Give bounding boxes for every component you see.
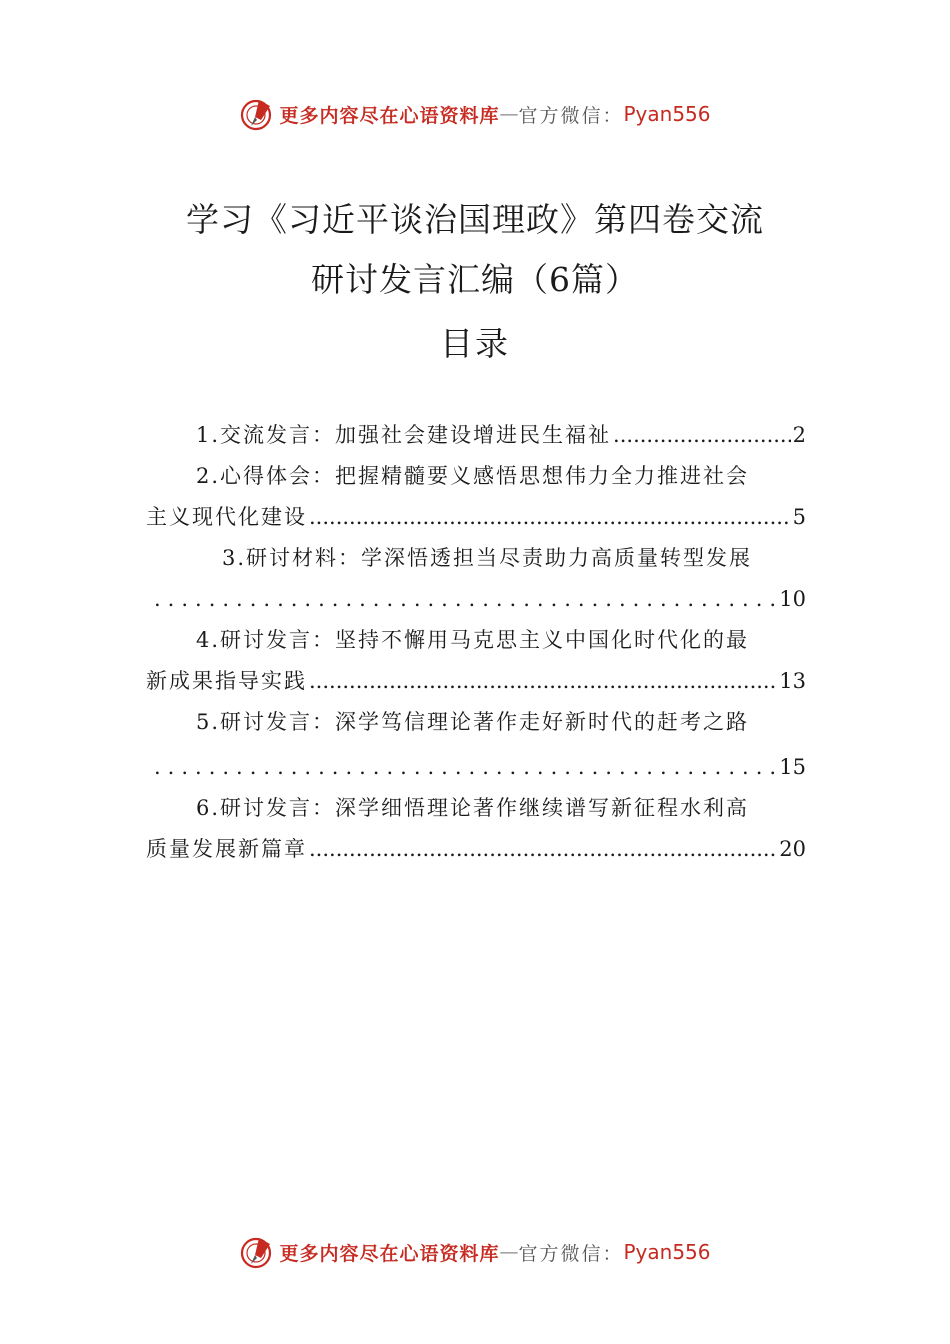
banner-wechat-id: Pyan556 [623,102,711,126]
toc-entry-4-line-2[interactable] [146,664,806,698]
banner-brand-text: 更多内容尽在心语资料库 [279,104,500,127]
toc-entry-1-title: 1.交流发言：加强社会建设增进民生福祉 [196,423,612,447]
toc-entry-3-page: 10 [779,587,806,611]
banner-dash: — [499,1241,519,1263]
toc-entry-4-page: 13 [779,669,806,693]
footer-watermark-banner [0,1232,950,1272]
toc-leader-dots [154,582,777,616]
document-title-line-2: 研讨发言汇编（6篇） [311,260,639,299]
toc-heading: 目录 [440,324,510,363]
document-title-line-1: 学习《习近平谈治国理政》第四卷交流 [186,200,764,239]
toc-entry-3-line-1[interactable] [146,541,806,575]
toc-entry-4-title-part-2: 新成果指导实践 [146,669,307,693]
toc-entry-6-line-1[interactable] [146,791,806,825]
toc-entry-2-line-2[interactable] [146,500,806,534]
toc-entry-6-title-part-1: 6.研讨发言：深学细悟理论著作继续谱写新征程水利高 [196,796,750,820]
toc-entry-6-page: 20 [779,837,806,861]
banner-wechat-label: 官方微信： [518,1242,624,1265]
toc-entry-3-line-2[interactable] [146,582,806,616]
toc-entry-1-page: 2 [792,423,806,447]
toc-entry-6-line-2[interactable] [146,832,806,866]
toc-leader-dots [613,418,791,452]
toc-entry-3-title: 3.研讨材料：学深悟透担当尽责助力高质量转型发展 [222,546,753,570]
toc-entry-6-title-part-2: 质量发展新篇章 [146,837,307,861]
toc-entry-2-line-1[interactable] [146,459,806,493]
toc-entry-5-line-2[interactable] [146,750,806,784]
toc-entry-4-line-1[interactable] [146,623,806,657]
toc-leader-dots [309,832,777,866]
pen-nib-logo-icon [239,96,275,132]
toc-entry-2-title-part-2: 主义现代化建设 [146,505,307,529]
banner-wechat-label: 官方微信： [518,104,624,127]
toc-entry-5-page: 15 [779,755,806,779]
toc-leader-dots [309,500,791,534]
toc-entry-4-title-part-1: 4.研讨发言：坚持不懈用马克思主义中国化时代化的最 [196,628,750,652]
toc-leader-dots [309,664,777,698]
toc-leader-dots [154,750,777,784]
banner-wechat-id: Pyan556 [623,1240,711,1264]
pen-nib-logo-icon [239,1234,275,1270]
toc-entry-1[interactable] [146,418,806,452]
toc-entry-2-title-part-1: 2.心得体会：把握精髓要义感悟思想伟力全力推进社会 [196,464,750,488]
toc-entry-5-line-1[interactable] [146,705,806,739]
banner-dash: — [499,103,519,125]
header-watermark-banner [0,94,950,134]
toc-entry-5-title: 5.研讨发言：深学笃信理论著作走好新时代的赶考之路 [196,710,750,734]
toc-entry-2-page: 5 [792,505,806,529]
banner-brand-text: 更多内容尽在心语资料库 [279,1242,500,1265]
